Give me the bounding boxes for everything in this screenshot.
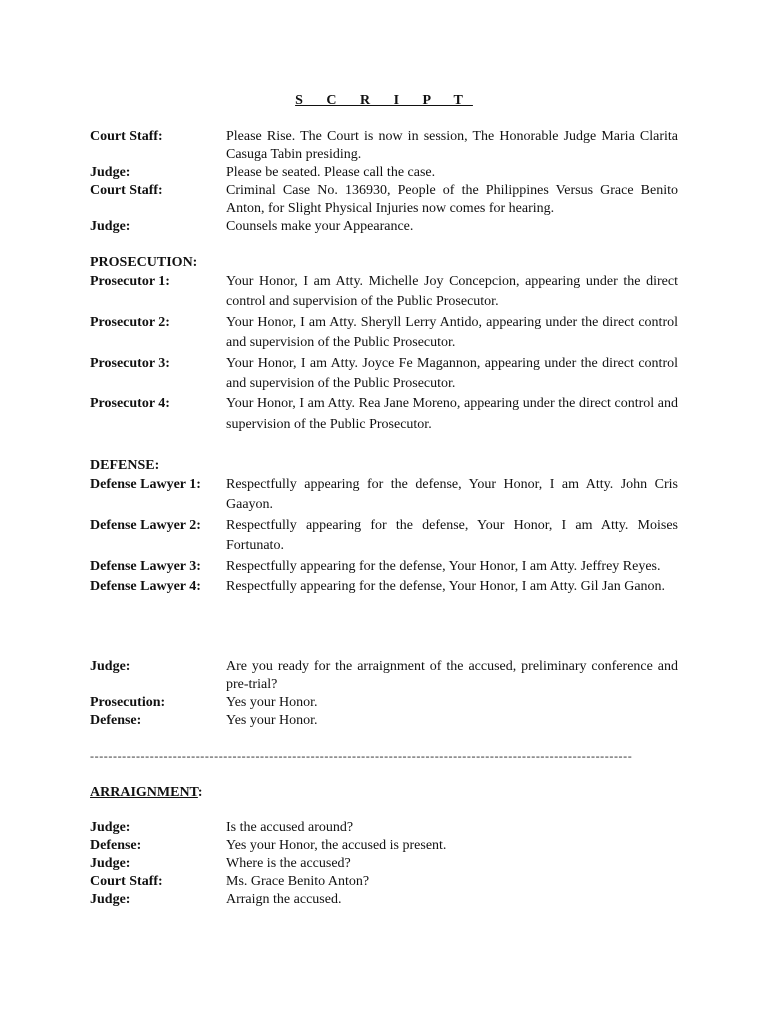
dialogue-text: Please be seated. Please call the case. xyxy=(226,165,436,180)
dialogue-text: Ms. Grace Benito Anton? xyxy=(226,874,370,889)
speaker-label: Judge: xyxy=(90,219,131,234)
speaker-label: Prosecutor 2: xyxy=(90,314,170,330)
dialogue-line xyxy=(90,128,678,164)
dialogue-line xyxy=(90,182,678,218)
speaker-label: Defense Lawyer 4: xyxy=(90,579,201,595)
dialogue-text: Counsels make your Appearance. xyxy=(226,219,414,234)
readiness-section xyxy=(90,658,678,730)
dialogue-text: Your Honor, I am Atty. Rea Jane Moreno, appearing under the direct control and supervision of the Public Prosecutor. xyxy=(226,396,678,432)
dialogue-text: Yes your Honor. xyxy=(226,695,318,710)
prosecution-heading: PROSECUTION: xyxy=(90,255,198,270)
dialogue-text: Are you ready for the arraignment of the accused, preliminary conference and pre-trial? xyxy=(226,659,678,692)
speaker-label: Judge: xyxy=(90,659,131,674)
dialogue-text: Criminal Case No. 136930, People of the Philippines Versus Grace Benito Anton, for Slight Physical Injuries now comes for hearing. xyxy=(226,183,678,216)
defense-section xyxy=(90,475,678,597)
prosecution-section xyxy=(90,272,678,435)
dialogue-text: Your Honor, I am Atty. Michelle Joy Concepcion, appearing under the direct control and supervision of the Public Prosecutor. xyxy=(226,274,678,310)
speaker-label: Prosecutor 1: xyxy=(90,274,170,289)
speaker-label: Prosecutor 3: xyxy=(90,355,170,371)
dialogue-line xyxy=(90,272,678,313)
dialogue-text: Please Rise. The Court is now in session, The Honorable Judge Maria Clarita Casuga Tabin presiding. xyxy=(226,129,678,162)
arraignment-heading xyxy=(90,784,203,802)
dialogue-line xyxy=(90,891,678,909)
dialogue-line xyxy=(90,873,678,891)
dialogue-line xyxy=(90,516,678,557)
speaker-label: Defense: xyxy=(90,838,142,853)
dialogue-line xyxy=(90,837,678,855)
dialogue-line xyxy=(90,557,678,577)
section-divider: ---------------------------------------------------------------------------------------------------------------------- xyxy=(90,749,633,763)
speaker-label: Defense Lawyer 3: xyxy=(90,558,201,574)
opening-section xyxy=(90,128,678,236)
speaker-label: Judge: xyxy=(90,165,131,180)
dialogue-line xyxy=(90,475,678,516)
dialogue-line xyxy=(90,694,678,712)
speaker-label: Prosecutor 4: xyxy=(90,396,170,412)
dialogue-line xyxy=(90,394,678,435)
document-title: S C R I P T xyxy=(295,93,473,108)
defense-heading: DEFENSE: xyxy=(90,458,160,473)
dialogue-text: Respectfully appearing for the defense, Your Honor, I am Atty. Jeffrey Reyes. xyxy=(226,558,661,574)
dialogue-line xyxy=(90,712,678,730)
dialogue-text: Arraign the accused. xyxy=(226,892,342,907)
speaker-label: Prosecution: xyxy=(90,695,166,710)
arraignment-heading-colon: : xyxy=(197,785,203,800)
dialogue-line xyxy=(90,164,678,182)
speaker-label: Court Staff: xyxy=(90,183,163,198)
dialogue-text: Respectfully appearing for the defense, Your Honor, I am Atty. Moises Fortunato. xyxy=(226,517,678,554)
speaker-label: Defense Lawyer 1: xyxy=(90,477,201,492)
speaker-label: Court Staff: xyxy=(90,129,163,144)
dialogue-line xyxy=(90,658,678,694)
dialogue-text: Respectfully appearing for the defense, Your Honor, I am Atty. Gil Jan Ganon. xyxy=(226,579,666,595)
speaker-label: Court Staff: xyxy=(90,874,163,889)
speaker-label: Judge: xyxy=(90,820,131,835)
dialogue-line xyxy=(90,819,678,837)
dialogue-text: Yes your Honor. xyxy=(226,713,318,728)
dialogue-line xyxy=(90,855,678,873)
dialogue-text: Your Honor, I am Atty. Joyce Fe Magannon, appearing under the direct control and supervision of the Public Prosecutor. xyxy=(226,355,678,392)
dialogue-text: Your Honor, I am Atty. Sheryll Lerry Antido, appearing under the direct control and supervision of the Public Prosecutor. xyxy=(226,314,678,351)
dialogue-text: Respectfully appearing for the defense, Your Honor, I am Atty. John Cris Gaayon. xyxy=(226,477,678,513)
dialogue-text: Where is the accused? xyxy=(226,856,351,871)
dialogue-line xyxy=(90,218,678,236)
dialogue-line xyxy=(90,313,678,354)
speaker-label: Defense Lawyer 2: xyxy=(90,517,201,533)
dialogue-text: Yes your Honor, the accused is present. xyxy=(226,838,447,853)
speaker-label: Judge: xyxy=(90,856,131,871)
arraignment-section xyxy=(90,819,678,909)
dialogue-line xyxy=(90,354,678,395)
speaker-label: Defense: xyxy=(90,713,142,728)
dialogue-line xyxy=(90,577,678,597)
speaker-label: Judge: xyxy=(90,892,131,907)
arraignment-heading-text: ARRAIGNMENT xyxy=(90,785,198,800)
dialogue-text: Is the accused around? xyxy=(226,820,354,835)
